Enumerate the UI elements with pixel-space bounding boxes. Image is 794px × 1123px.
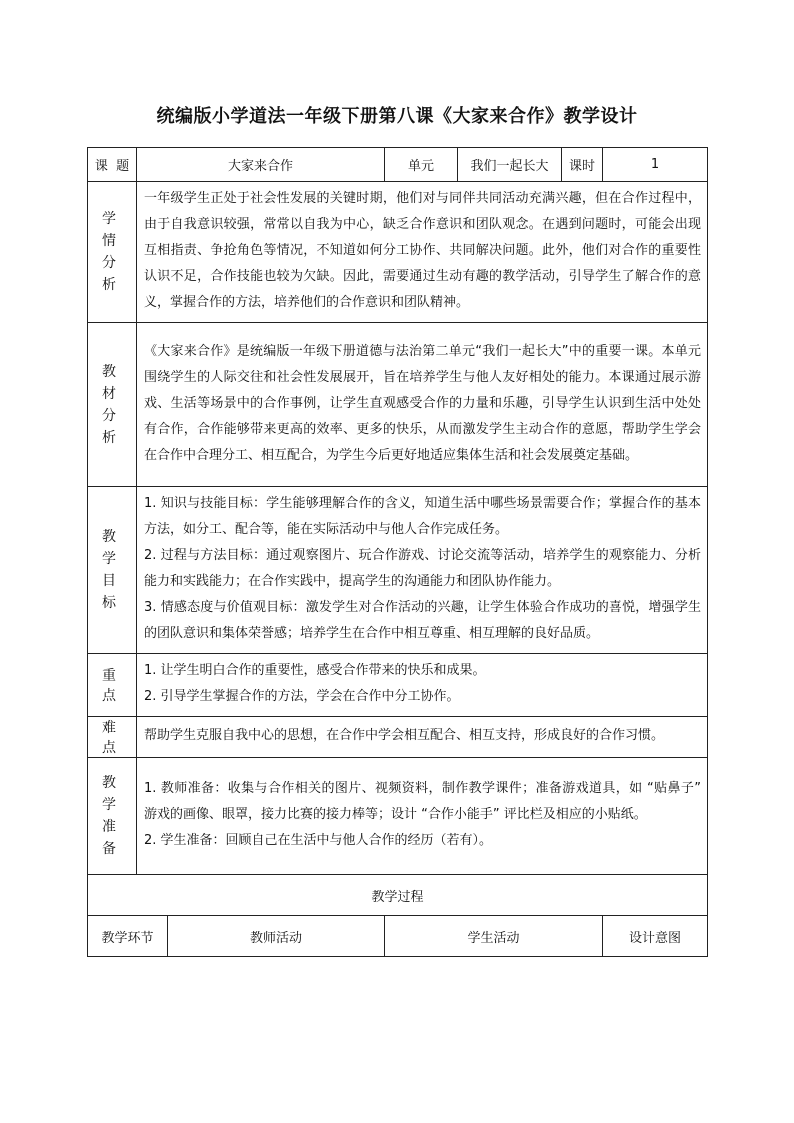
objective-item: 2. 过程与方法目标：通过观察图片、玩合作游戏、讨论交流等活动，培养学生的观察能力、分析能力和实践能力；在合作实践中，提高学生的沟通能力和团队协作能力。 — [144, 548, 702, 589]
header-row — [88, 148, 708, 182]
lesson-plan-table — [87, 147, 708, 957]
key-points-content — [137, 654, 708, 717]
label-line: 分 析 — [102, 407, 122, 446]
process-col-intent: 设计意图 — [603, 916, 708, 957]
material-analysis-label — [88, 323, 137, 487]
difficulties-text: 帮助学生克服自我中心的思想，在合作中学会相互配合、相互支持，形成良好的合作习惯。 — [137, 717, 708, 758]
preparation-label — [88, 758, 137, 875]
objectives-label — [88, 487, 137, 654]
topic-label: 课 题 — [88, 148, 137, 182]
key-point-item: 2. 引导学生掌握合作的方法，学会在合作中分工协作。 — [144, 689, 460, 704]
objectives-row — [88, 487, 708, 654]
student-analysis-row — [88, 182, 708, 323]
hours-label: 课时 — [562, 148, 603, 182]
key-point-item: 1. 让学生明白合作的重要性，感受合作带来的快乐和成果。 — [144, 663, 486, 678]
unit-label: 单元 — [385, 148, 458, 182]
topic-value: 大家来合作 — [137, 148, 385, 182]
label-line: 学 情 — [102, 211, 122, 249]
process-col-student: 学生活动 — [385, 916, 603, 957]
student-analysis-label — [88, 182, 137, 323]
label-line: 教 学 — [102, 775, 122, 813]
label-line: 教 学 — [102, 529, 122, 567]
difficulties-row — [88, 717, 708, 758]
unit-value: 我们一起长大 — [458, 148, 562, 182]
key-points-row — [88, 654, 708, 717]
difficulties-label: 难 点 — [88, 717, 137, 758]
objectives-content — [137, 487, 708, 654]
material-analysis-row — [88, 323, 708, 487]
label-line: 分 析 — [102, 255, 122, 293]
objective-item: 1. 知识与技能目标：学生能够理解合作的含义，知道生活中哪些场景需要合作；掌握合作的基本方法，如分工、配合等，能在实际活动中与他人合作完成任务。 — [144, 496, 702, 537]
material-analysis-text: 《大家来合作》是统编版一年级下册道德与法治第二单元“我们一起长大”中的重要一课。本单元围绕学生的人际交往和社会性发展展开，旨在培养学生与他人友好相处的能力。本课通过展示游戏、生活等场景中的合作事例，让学生直观感受合作的力量和乐趣，引导学生认识到生活中处处有合作，合作能够带来更高的效率、更多的快乐，从而激发学生主动合作的意愿，帮助学生学会在合作中合理分工、相互配合，为学生今后更好地适应集体生活和社会发展奠定基础。 — [137, 323, 708, 487]
process-col-stage: 教学环节 — [88, 916, 168, 957]
preparation-row — [88, 758, 708, 875]
student-analysis-text: 一年级学生正处于社会性发展的关键时期，他们对与同伴共同活动充满兴趣，但在合作过程中，由于自我意识较强，常常以自我为中心，缺乏合作意识和团队观念。在遇到问题时，可能会出现互相指责、争抢角色等情况，不知道如何分工协作、共同解决问题。此外，他们对合作的重要性认识不足，合作技能也较为欠缺。因此，需要通过生动有趣的教学活动，引导学生了解合作的意义，掌握合作的方法，培养他们的合作意识和团队精神。 — [137, 182, 708, 323]
hours-value: 1 — [603, 148, 708, 182]
label-line: 教 材 — [102, 363, 122, 402]
process-col-teacher: 教师活动 — [168, 916, 385, 957]
label-line: 目 标 — [102, 573, 122, 611]
key-points-label: 重 点 — [88, 654, 137, 717]
preparation-item: 2. 学生准备：回顾自己在生活中与他人合作的经历（若有）。 — [144, 833, 493, 848]
document-title: 统编版小学道法一年级下册第八课《大家来合作》教学设计 — [156, 106, 638, 127]
process-title: 教学过程 — [88, 875, 708, 916]
preparation-content — [137, 758, 708, 875]
label-line: 准 备 — [102, 819, 122, 857]
process-title-row — [88, 875, 708, 916]
process-columns-row — [88, 916, 708, 957]
objective-item: 3. 情感态度与价值观目标：激发学生对合作活动的兴趣，让学生体验合作成功的喜悦，增强学生的团队意识和集体荣誉感；培养学生在合作中相互尊重、相互理解的良好品质。 — [144, 600, 702, 641]
preparation-item: 1. 教师准备：收集与合作相关的图片、视频资料，制作教学课件；准备游戏道具，如 “贴鼻子” 游戏的画像、眼罩，接力比赛的接力棒等；设计 “合作小能手” 评比栏及相应的小贴纸。 — [144, 781, 702, 822]
